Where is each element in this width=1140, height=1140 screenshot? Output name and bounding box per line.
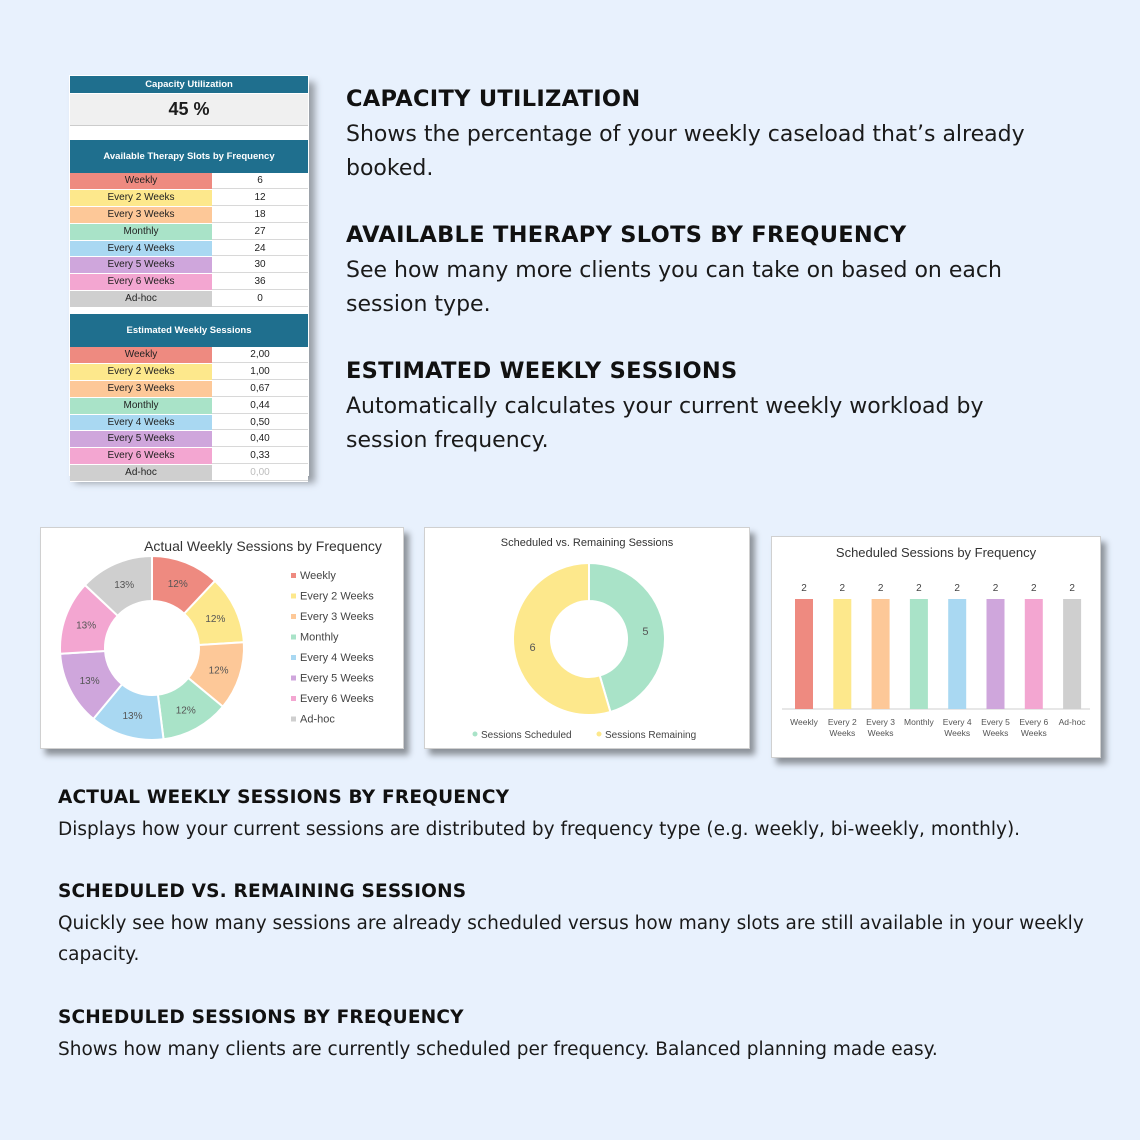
row-label: Every 5 Weeks <box>70 431 212 447</box>
table-row[interactable] <box>70 448 308 465</box>
slice-label: 12% <box>175 705 196 717</box>
slice-label: 12% <box>208 665 229 677</box>
row-value[interactable]: 24 <box>212 241 308 257</box>
bottom-feature-title: SCHEDULED VS. REMAINING SESSIONS <box>58 881 467 902</box>
x-tick-label: Weeks <box>829 728 856 738</box>
table-row[interactable] <box>70 415 308 432</box>
row-value[interactable]: 0,00 <box>212 465 308 481</box>
slice-label: 12% <box>167 578 188 590</box>
x-tick-label: Every 2 <box>827 717 857 727</box>
row-value[interactable]: 1,00 <box>212 364 308 380</box>
legend-swatch <box>291 573 296 578</box>
x-tick-label: Weeks <box>1020 728 1047 738</box>
row-value[interactable]: 2,00 <box>212 347 308 363</box>
table-row[interactable] <box>70 224 308 241</box>
row-value[interactable]: 12 <box>212 190 308 206</box>
legend-label: Monthly <box>300 631 339 644</box>
x-tick-label: Weeks <box>944 728 971 738</box>
bottom-feature-text: Quickly see how many sessions are already scheduled versus how many slots are still available in your weekly capacity. <box>58 913 1084 965</box>
bottom-feature-title: SCHEDULED SESSIONS BY FREQUENCY <box>58 1007 464 1028</box>
legend-label: Sessions Remaining <box>605 730 697 741</box>
row-label: Monthly <box>70 398 212 414</box>
row-label: Every 4 Weeks <box>70 241 212 257</box>
bar[interactable] <box>987 599 1005 709</box>
bottom-feature-scheduled-remaining <box>58 881 1118 970</box>
bottom-feature-text: Shows how many clients are currently scheduled per frequency. Balanced planning made easy. <box>58 1039 938 1060</box>
row-value[interactable]: 0,50 <box>212 415 308 431</box>
slice-label: 12% <box>205 614 226 626</box>
actual-weekly-chart-card[interactable] <box>40 527 404 749</box>
x-tick-label: Monthly <box>904 717 934 727</box>
slice-label: 13% <box>76 620 97 632</box>
bar-value-label: 2 <box>839 583 846 594</box>
table-row[interactable] <box>70 274 308 291</box>
row-label: Ad-hoc <box>70 465 212 481</box>
legend-label: Weekly <box>300 570 336 582</box>
legend-swatch <box>291 717 296 722</box>
table-row[interactable] <box>70 257 308 274</box>
sessions-title: Estimated Weekly Sessions <box>126 325 252 336</box>
table-row[interactable] <box>70 398 308 415</box>
legend-label: Every 4 Weeks <box>300 652 374 664</box>
row-value[interactable]: 0,33 <box>212 448 308 464</box>
table-row[interactable] <box>70 381 308 398</box>
legend-swatch <box>291 676 296 681</box>
bottom-feature-title: ACTUAL WEEKLY SESSIONS BY FREQUENCY <box>58 787 510 808</box>
row-label: Weekly <box>70 173 212 189</box>
capacity-header <box>70 76 308 93</box>
slice-label: 13% <box>122 711 143 723</box>
legend-swatch <box>597 732 602 737</box>
legend-label: Ad-hoc <box>300 713 335 726</box>
slots-table <box>70 173 308 308</box>
row-value[interactable]: 0,67 <box>212 381 308 397</box>
bar-value-label: 2 <box>1069 583 1075 594</box>
legend-swatch <box>291 655 296 660</box>
row-label: Every 6 Weeks <box>70 448 212 464</box>
legend-swatch <box>473 732 478 737</box>
legend-swatch <box>291 594 296 599</box>
feature-text: Automatically calculates your current weekly workload by session frequency. <box>346 394 984 453</box>
sessions-header <box>70 314 308 347</box>
row-label: Ad-hoc <box>70 291 212 307</box>
chart-title: Scheduled vs. Remaining Sessions <box>500 537 674 549</box>
row-value[interactable]: 0 <box>212 291 308 307</box>
slots-header <box>70 140 308 173</box>
legend-label: Every 3 Weeks <box>300 611 374 623</box>
legend-swatch <box>291 614 296 619</box>
row-label: Weekly <box>70 347 212 363</box>
row-label: Monthly <box>70 224 212 240</box>
scheduled-frequency-bar-chart <box>772 537 1100 757</box>
feature-title: ESTIMATED WEEKLY SESSIONS <box>346 358 738 384</box>
row-value[interactable]: 6 <box>212 173 308 189</box>
row-value[interactable]: 18 <box>212 207 308 223</box>
feature-text: See how many more clients you can take on based on each session type. <box>346 258 1002 317</box>
bar[interactable] <box>795 599 813 709</box>
bar-value-label: 2 <box>992 583 999 594</box>
table-row[interactable] <box>70 465 308 482</box>
row-label: Every 3 Weeks <box>70 381 212 397</box>
legend-swatch <box>291 696 296 701</box>
bar[interactable] <box>872 599 890 709</box>
feature-slots <box>346 222 1106 322</box>
chart-title: Actual Weekly Sessions by Frequency <box>144 538 382 554</box>
row-label: Every 4 Weeks <box>70 415 212 431</box>
legend-label: Sessions Scheduled <box>481 730 572 741</box>
slice-label: 13% <box>114 579 135 591</box>
slots-title: Available Therapy Slots by Frequency <box>103 151 275 162</box>
bar[interactable] <box>1063 599 1081 709</box>
bottom-feature-actual <box>58 787 1118 845</box>
dashboard-sheet <box>69 75 309 479</box>
feature-capacity <box>346 86 1106 186</box>
x-tick-label: Weekly <box>790 717 818 727</box>
row-label: Every 6 Weeks <box>70 274 212 290</box>
x-tick-label: Every 6 <box>1019 717 1049 727</box>
bar[interactable] <box>1025 599 1043 709</box>
x-tick-label: Weeks <box>982 728 1009 738</box>
row-value[interactable]: 36 <box>212 274 308 290</box>
table-row[interactable] <box>70 207 308 224</box>
row-label: Every 3 Weeks <box>70 207 212 223</box>
table-row[interactable] <box>70 190 308 207</box>
legend-swatch <box>291 635 296 640</box>
bar[interactable] <box>833 599 851 709</box>
row-label: Every 5 Weeks <box>70 257 212 273</box>
bar-value-label: 2 <box>1031 583 1037 594</box>
actual-weekly-donut-chart <box>41 528 403 748</box>
x-tick-label: Ad-hoc <box>1058 717 1086 727</box>
bottom-feature-scheduled-frequency <box>58 1007 1118 1065</box>
row-value[interactable]: 27 <box>212 224 308 240</box>
table-row[interactable] <box>70 347 308 364</box>
slice-label: 13% <box>79 675 100 687</box>
bar[interactable] <box>910 599 928 709</box>
table-row[interactable] <box>70 431 308 448</box>
table-row[interactable] <box>70 173 308 190</box>
chart-title: Scheduled Sessions by Frequency <box>835 545 1037 560</box>
row-value[interactable]: 0,44 <box>212 398 308 414</box>
slice-label: 6 <box>529 642 536 655</box>
feature-title: CAPACITY UTILIZATION <box>346 86 641 112</box>
bar[interactable] <box>948 599 966 709</box>
capacity-title: Capacity Utilization <box>145 79 233 90</box>
row-label: Every 2 Weeks <box>70 190 212 206</box>
x-tick-label: Every 4 <box>942 717 972 727</box>
x-tick-label: Every 3 <box>866 717 896 727</box>
bottom-feature-text: Displays how your current sessions are distributed by frequency type (e.g. weekly, bi-weekly, monthly). <box>58 819 1021 840</box>
slice-label: 5 <box>642 625 649 638</box>
feature-text: Shows the percentage of your weekly caseload that’s already booked. <box>346 122 1025 181</box>
feature-sessions <box>346 358 1106 458</box>
row-value[interactable]: 0,40 <box>212 431 308 447</box>
legend-label: Every 2 Weeks <box>300 590 374 603</box>
bar-value-label: 2 <box>954 583 960 594</box>
x-tick-label: Every 5 <box>981 717 1010 727</box>
table-row[interactable] <box>70 364 308 381</box>
x-tick-label: Weeks <box>867 728 894 738</box>
table-row[interactable] <box>70 291 308 308</box>
scheduled-remaining-chart-card[interactable] <box>424 527 750 749</box>
bar-value-label: 2 <box>801 583 807 594</box>
bar-value-label: 2 <box>916 583 922 594</box>
feature-title: AVAILABLE THERAPY SLOTS BY FREQUENCY <box>346 222 907 248</box>
bar-value-label: 2 <box>877 583 884 594</box>
scheduled-frequency-chart-card[interactable] <box>771 536 1101 758</box>
scheduled-remaining-donut-chart <box>425 528 749 748</box>
capacity-value[interactable]: 45 % <box>70 94 308 126</box>
legend-label: Every 6 Weeks <box>300 693 374 705</box>
row-value[interactable]: 30 <box>212 257 308 273</box>
row-label: Every 2 Weeks <box>70 364 212 380</box>
legend-label: Every 5 Weeks <box>300 672 374 685</box>
sessions-table <box>70 347 308 482</box>
table-row[interactable] <box>70 241 308 258</box>
